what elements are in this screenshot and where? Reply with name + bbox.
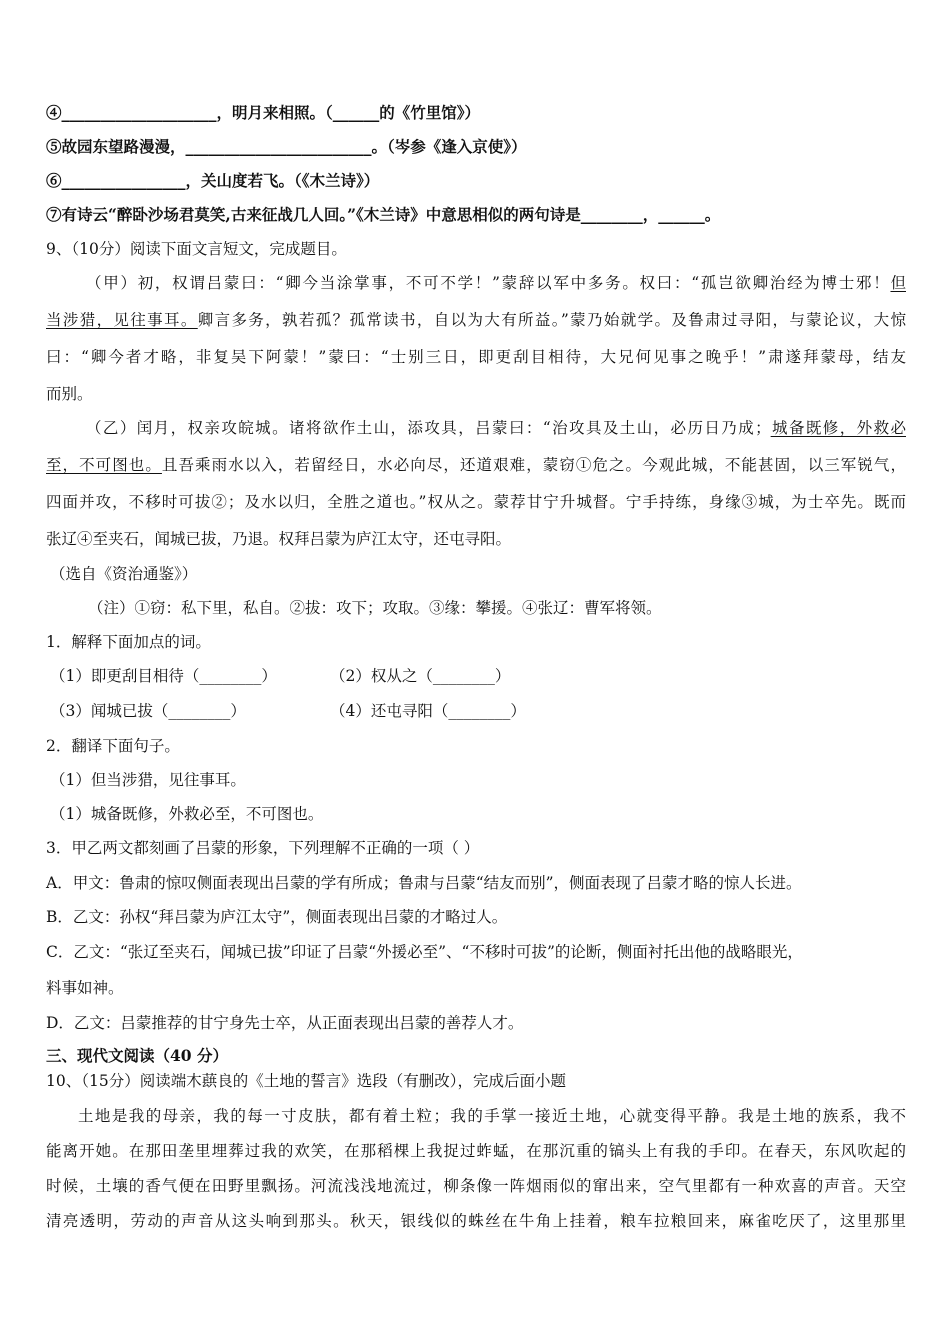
q9-jia-line-4: 而别。 xyxy=(46,385,93,403)
section-3-title: 三、现代文阅读（40 分） xyxy=(46,1046,228,1065)
q9-sub1-title: 1．解释下面加点的词。 xyxy=(46,633,211,651)
q9-sub1-item-1: （1）即更刮目相待（________） xyxy=(50,667,277,685)
q9-jia-line-2 xyxy=(46,310,906,330)
q8-item-7: ⑦有诗云“醉卧沙场君莫笑,古来征战几人回。”《木兰诗》中意思相似的两句诗是________，______。 xyxy=(46,205,721,224)
q9-sub3-option-b: B．乙文：孙权“拜吕蒙为庐江太守”，侧面表现出吕蒙的才略过人。 xyxy=(46,908,508,926)
q9-sub2-item-2: （1）城备既修，外救必至，不可图也。 xyxy=(50,805,324,823)
q9-sub2-item-1: （1）但当涉猎，见往事耳。 xyxy=(50,771,246,789)
q9-notes: （注）①窃：私下里，私自。②拔：攻下；攻取。③缘：攀援。④张辽：曹军将领。 xyxy=(88,599,662,617)
q9-jia-line-2-text: 卿言多务，孰若孤？孤常读书，自以为大有所益。”蒙乃始就学。及鲁肃过寻阳，与蒙论议，大惊 xyxy=(197,311,906,329)
q9-sub1-item-4: （4）还屯寻阳（________） xyxy=(330,702,526,720)
q10-intro: 10、（15分）阅读端木蕻良的《土地的誓言》选段（有删改），完成后面小题 xyxy=(46,1072,566,1090)
q9-yi-line-2-text: 且吾乘雨水以入，若留经日，水必向尽，还道艰难，蒙窃①危之。今观此城，不能甚固，以三军锐气， xyxy=(161,456,906,474)
q9-jia-underlined-2: 当涉猎，见往事耳。 xyxy=(46,311,198,329)
q9-yi-line-1 xyxy=(86,418,906,438)
q9-yi-underlined-2: 至，不可图也。 xyxy=(46,456,162,474)
q9-yi-line-1-text: （乙）闰月，权亲攻皖城。诸将欲作土山，添攻具，吕蒙曰：“治攻具及土山，必历日乃成； xyxy=(86,419,771,437)
q10-passage-line-1: 土地是我的母亲，我的每一寸皮肤，都有着土粒；我的手掌一接近土地，心就变得平静。我是土地的族系，我不 xyxy=(78,1107,906,1125)
q10-passage-line-3: 时候，土壤的香气便在田野里飘扬。河流浅浅地流过，柳条像一阵烟雨似的窜出来，空气里都有一种欢喜的声音。天空 xyxy=(46,1177,906,1195)
q9-sub1-row-2 xyxy=(50,701,910,721)
q9-jia-line-1-text: （甲）初，权谓吕蒙曰：“卿今当涂掌事，不可不学！”蒙辞以军中多务。权曰：“孤岂欲卿治经为博士邪！ xyxy=(86,274,891,292)
q9-sub1-item-3: （3）闻城已拔（________） xyxy=(50,702,246,720)
q8-item-4: ④____________________，明月来相照。（______的《竹里馆》） xyxy=(46,103,481,122)
q9-sub2-title: 2．翻译下面句子。 xyxy=(46,737,180,755)
q9-yi-line-2 xyxy=(46,455,906,475)
q9-sub3-option-c-line-1: C．乙文：“张辽至夹石，闻城已拔”印证了吕蒙“外援必至”、“不移时可拔”的论断，侧面衬托出他的战略眼光， xyxy=(46,943,803,961)
q9-sub3-option-a: A．甲文：鲁肃的惊叹侧面表现出吕蒙的学有所成；鲁肃与吕蒙“结友而别”，侧面表现了吕蒙才略的惊人长进。 xyxy=(46,874,802,892)
q8-item-5: ⑤故园东望路漫漫，________________________。（岑参《逢入京使》） xyxy=(46,137,527,156)
q9-sub3-option-c-line-2: 料事如神。 xyxy=(46,979,124,997)
q10-passage-line-4: 清亮透明，劳动的声音从这头响到那头。秋天，银线似的蛛丝在牛角上挂着，粮车拉粮回来，麻雀吃厌了，这里那里 xyxy=(46,1212,906,1230)
q9-yi-line-4: 张辽④至夹石，闻城已拔，乃退。权拜吕蒙为庐江太守，还屯寻阳。 xyxy=(46,530,512,548)
q9-sub3-title: 3．甲乙两文都刻画了吕蒙的形象，下列理解不正确的一项（ ） xyxy=(46,839,480,857)
q10-passage-line-2: 能离开她。在那田垄里埋葬过我的欢笑，在那稻棵上我捉过蚱蜢，在那沉重的镐头上有我的手印。在春天，东风吹起的 xyxy=(46,1142,906,1160)
q9-sub3-option-d: D．乙文：吕蒙推荐的甘宁身先士卒，从正面表现出吕蒙的善荐人才。 xyxy=(46,1014,524,1032)
q8-item-6: ⑥________________，关山度若飞。（《木兰诗》） xyxy=(46,171,380,190)
q9-jia-underlined-1: 但 xyxy=(890,274,906,292)
q9-jia-line-1 xyxy=(86,273,906,293)
q9-sub1-item-2: （2）权从之（________） xyxy=(330,667,511,685)
q9-sub1-row-1 xyxy=(50,666,910,686)
q9-source: （选自《资治通鉴》） xyxy=(50,565,198,583)
q9-yi-underlined-1: 城备既修，外救必 xyxy=(770,419,906,437)
q9-jia-line-3: 曰：“卿今者才略，非复吴下阿蒙！”蒙曰：“士别三日，即更刮目相待，大兄何见事之晚乎！”肃遂拜蒙母，结友 xyxy=(46,348,906,366)
q9-yi-line-3: 四面并攻，不移时可拔②；及水以归，全胜之道也。”权从之。蒙荐甘宁升城督。宁手持练，身缘③城，为士卒先。既而 xyxy=(46,493,906,511)
q9-intro: 9、（10分）阅读下面文言短文，完成题目。 xyxy=(46,240,347,258)
